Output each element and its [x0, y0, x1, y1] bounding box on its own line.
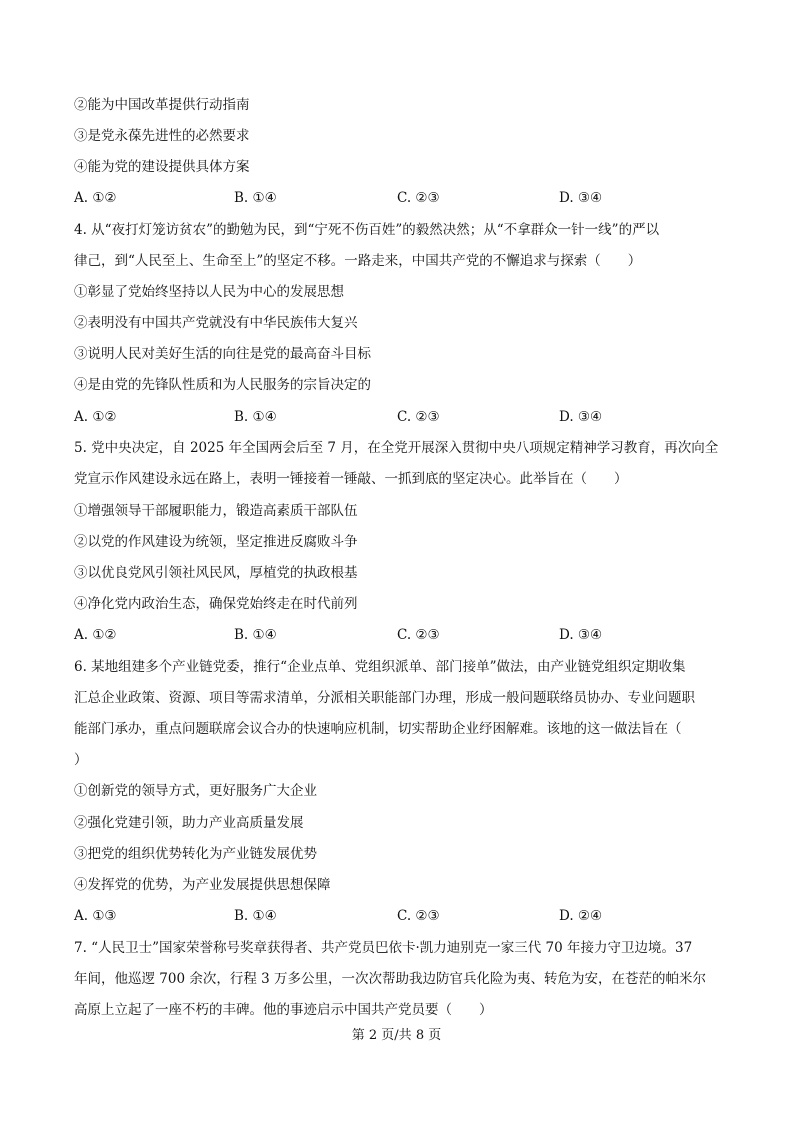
q5-option-a: A. ①② — [74, 627, 117, 643]
q6-item-4: ④发挥党的优势，为产业发展提供思想保障 — [74, 877, 331, 893]
q6-option-c: C. ②③ — [397, 908, 440, 924]
q6-option-d: D. ②④ — [559, 908, 603, 924]
page-footer: 第 2 页/共 8 页 — [351, 1028, 442, 1043]
q6-stem-line-3: 能部门承办，重点问题联席会议合办的快速响应机制，切实帮助企业纾困解难。该地的这一做法旨在（ — [74, 721, 682, 737]
q3-option-b: B. ①④ — [234, 190, 277, 206]
q6-item-3: ③把党的组织优势转化为产业链发展优势 — [74, 846, 317, 862]
q5-stem-line-2: 党宣示作风建设永远在路上，表明一锤接着一锤敲、一抓到底的坚定决心。此举旨在（ ） — [74, 471, 628, 487]
q3-option-a: A. ①② — [74, 190, 117, 206]
q4-stem-line-2: 律己，到“人民至上、生命至上”的坚定不移。一路走来，中国共产党的不懈追求与探索（ ） — [74, 253, 642, 269]
q4-item-1: ①彰显了党始终坚持以人民为中心的发展思想 — [74, 284, 344, 300]
q5-item-2: ②以党的作风建设为统领，坚定推进反腐败斗争 — [74, 534, 358, 550]
q4-option-d: D. ③④ — [559, 409, 603, 425]
q6-stem-line-4: ） — [74, 752, 88, 768]
q7-stem-line-1: 7. “人民卫士”国家荣誉称号奖章获得者、共产党员巴依卡·凯力迪别克一家三代 70 年接力守卫边境。37 — [74, 940, 693, 956]
q4-option-c: C. ②③ — [397, 409, 440, 425]
q5-stem-line-1: 5. 党中央决定，自 2025 年全国两会后至 7 月，在全党开展深入贯彻中央八项规定精神学习教育，再次向全 — [74, 440, 719, 456]
q5-item-3: ③以优良党风引领社风民风，厚植党的执政根基 — [74, 565, 358, 581]
q5-option-b: B. ①④ — [234, 627, 277, 643]
q4-options — [74, 408, 734, 426]
q4-item-4: ④是由党的先锋队性质和为人民服务的宗旨决定的 — [74, 377, 371, 393]
q5-item-4: ④净化党内政治生态，确保党始终走在时代前列 — [74, 596, 358, 612]
q3-item-4: ④能为党的建设提供具体方案 — [74, 159, 250, 175]
q3-option-c: C. ②③ — [397, 190, 440, 206]
q6-option-a: A. ①③ — [74, 908, 117, 924]
q5-option-d: D. ③④ — [559, 627, 603, 643]
q6-stem-line-2: 汇总企业政策、资源、项目等需求清单，分派相关职能部门办理，形成一般问题联络员协办、专业问题职 — [74, 690, 695, 706]
q5-options — [74, 626, 734, 644]
q4-option-b: B. ①④ — [234, 409, 277, 425]
q7-stem-line-3: 高原上立起了一座不朽的丰碑。他的事迹启示中国共产党员要（ ） — [74, 1002, 493, 1018]
q5-option-c: C. ②③ — [397, 627, 440, 643]
q6-stem-line-1: 6. 某地组建多个产业链党委，推行“企业点单、党组织派单、部门接单”做法，由产业链党组织定期收集 — [74, 659, 686, 675]
q4-item-3: ③说明人民对美好生活的向往是党的最高奋斗目标 — [74, 346, 371, 362]
q7-stem-line-2: 年间，他巡逻 700 余次，行程 3 万多公里，一次次帮助我边防官兵化险为夷、转危为安，在苍茫的帕米尔 — [74, 971, 707, 987]
q4-stem-line-1: 4. 从“夜打灯笼访贫农”的勤勉为民，到“宁死不伤百姓”的毅然决然；从“不拿群众一针一线”的严以 — [74, 222, 660, 238]
q3-option-d: D. ③④ — [559, 190, 603, 206]
q4-option-a: A. ①② — [74, 409, 117, 425]
q6-item-2: ②强化党建引领，助力产业高质量发展 — [74, 815, 304, 831]
q4-item-2: ②表明没有中国共产党就没有中华民族伟大复兴 — [74, 315, 358, 331]
q6-options — [74, 907, 734, 925]
q6-option-b: B. ①④ — [234, 908, 277, 924]
q6-item-1: ①创新党的领导方式，更好服务广大企业 — [74, 783, 317, 799]
q3-options — [74, 189, 734, 207]
q3-item-2: ②能为中国改革提供行动指南 — [74, 97, 250, 113]
q5-item-1: ①增强领导干部履职能力，锻造高素质干部队伍 — [74, 503, 358, 519]
q3-item-3: ③是党永葆先进性的必然要求 — [74, 128, 250, 144]
